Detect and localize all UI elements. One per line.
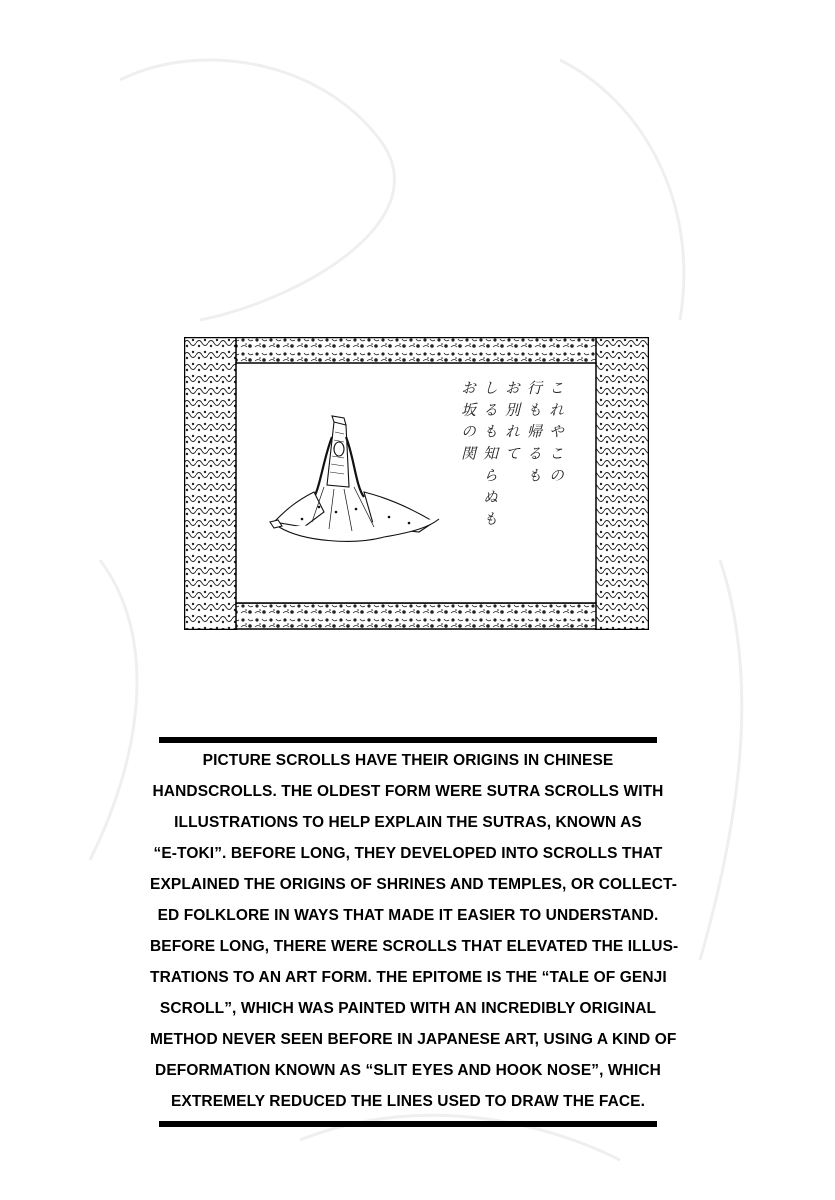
caption-line: DEFORMATION KNOWN AS “SLIT EYES AND HOOK NOSE”, WHICH bbox=[155, 1062, 661, 1079]
caption-line: HANDSCROLLS. THE OLDEST FORM WERE SUTRA SCROLLS WITH bbox=[152, 783, 664, 800]
caption-line: EXPLAINED THE ORIGINS OF SHRINES AND TEMPLES, OR COLLECT- bbox=[150, 876, 677, 893]
caption-line: METHOD NEVER SEEN BEFORE IN JAPANESE ART, USING A KIND OF bbox=[150, 1031, 677, 1048]
caption-line: “E-TOKI”. BEFORE LONG, THEY DEVELOPED INTO SCROLLS THAT bbox=[153, 845, 663, 862]
caption-line: EXTREMELY REDUCED THE LINES USED TO DRAW THE FACE. bbox=[170, 1093, 646, 1110]
caption-line: TRATIONS TO AN ART FORM. THE EPITOME IS THE “TALE OF GENJI bbox=[150, 969, 667, 986]
caption-top-rule bbox=[159, 737, 657, 743]
caption-line: ILLUSTRATIONS TO HELP EXPLAIN THE SUTRAS, KNOWN AS bbox=[174, 814, 642, 831]
caption-bottom-rule bbox=[159, 1121, 657, 1127]
poem-column-2: 行 も 帰 る も bbox=[525, 380, 543, 484]
poem-column-1: こ れ や こ の bbox=[547, 380, 565, 484]
caption-line: SCROLL”, WHICH WAS PAINTED WITH AN INCREDIBLY ORIGINAL bbox=[159, 1000, 657, 1017]
caption-text-block bbox=[150, 745, 679, 1117]
poem-column-5: お 坂 の 関 bbox=[459, 380, 477, 462]
hanging-scroll-frame bbox=[184, 337, 649, 630]
poem-column-3: お 別 れ て bbox=[503, 380, 521, 462]
poem-column-4: し る も 知 ら ぬ も bbox=[481, 380, 499, 527]
caption-line: ED FOLKLORE IN WAYS THAT MADE IT EASIER TO UNDERSTAND. bbox=[157, 907, 659, 924]
caption-line: BEFORE LONG, THERE WERE SCROLLS THAT ELEVATED THE ILLUS- bbox=[150, 938, 679, 955]
caption-line: PICTURE SCROLLS HAVE THEIR ORIGINS IN CHINESE bbox=[202, 752, 614, 769]
scroll-calligraphy-poem bbox=[455, 380, 565, 527]
hanging-scroll-illustration bbox=[184, 337, 649, 630]
